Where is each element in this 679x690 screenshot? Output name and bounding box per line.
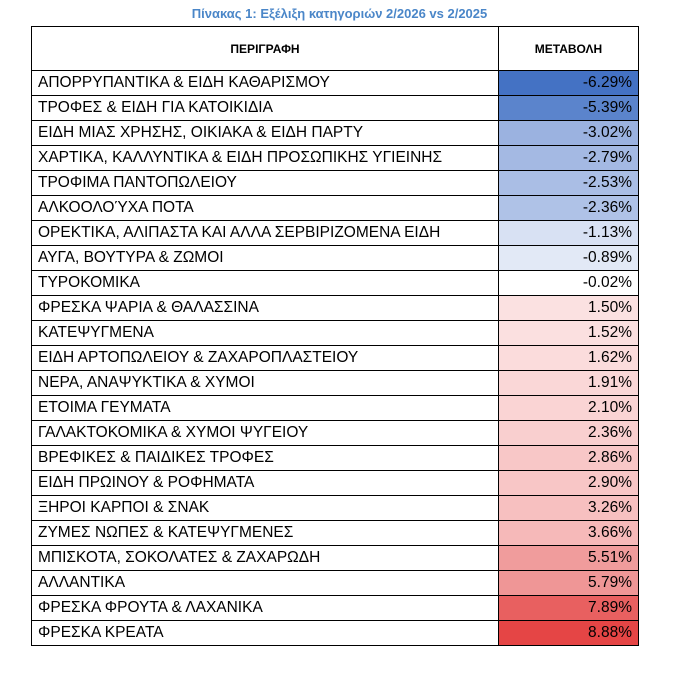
change-value: 7.89% bbox=[499, 596, 639, 621]
change-value: -2.79% bbox=[499, 146, 639, 171]
change-value: -5.39% bbox=[499, 96, 639, 121]
table-row bbox=[32, 546, 639, 571]
table-row bbox=[32, 121, 639, 146]
category-label: ΞΗΡΟΙ ΚΑΡΠΟΙ & ΣΝΑΚ bbox=[32, 496, 499, 521]
change-value: 5.79% bbox=[499, 571, 639, 596]
category-label: ΦΡΕΣΚΑ ΦΡΟΥΤΑ & ΛΑΧΑΝΙΚΑ bbox=[32, 596, 499, 621]
category-label: ΕΙΔΗ ΜΙΑΣ ΧΡΗΣΗΣ, ΟΙΚΙΑΚΑ & ΕΙΔΗ ΠΑΡΤΥ bbox=[32, 121, 499, 146]
category-label: ΜΠΙΣΚΟΤΑ, ΣΟΚΟΛΑΤΕΣ & ΖΑΧΑΡΩΔΗ bbox=[32, 546, 499, 571]
table-row bbox=[32, 471, 639, 496]
table-row bbox=[32, 246, 639, 271]
table-row bbox=[32, 296, 639, 321]
change-value: -1.13% bbox=[499, 221, 639, 246]
change-value: -2.36% bbox=[499, 196, 639, 221]
change-value: -0.02% bbox=[499, 271, 639, 296]
change-value: 8.88% bbox=[499, 621, 639, 646]
category-label: ΕΙΔΗ ΠΡΩΙΝΟΥ & ΡΟΦΗΜΑΤΑ bbox=[32, 471, 499, 496]
category-label: ΟΡΕΚΤΙΚΑ, ΑΛΙΠΑΣΤΑ ΚΑΙ ΑΛΛΑ ΣΕΡΒΙΡΙΖΟΜΕΝΑ ΕΙΔΗ bbox=[32, 221, 499, 246]
table-row bbox=[32, 496, 639, 521]
change-value: 1.91% bbox=[499, 371, 639, 396]
table-row bbox=[32, 346, 639, 371]
table-row bbox=[32, 421, 639, 446]
header-row bbox=[32, 27, 639, 71]
change-value: 5.51% bbox=[499, 546, 639, 571]
change-value: 2.36% bbox=[499, 421, 639, 446]
category-label: ΤΡΟΦΕΣ & ΕΙΔΗ ΓΙΑ ΚΑΤΟΙΚΙΔΙΑ bbox=[32, 96, 499, 121]
description-column-header: ΠΕΡΙΓΡΑΦΗ bbox=[32, 27, 499, 71]
category-label: ΧΑΡΤΙΚΑ, ΚΑΛΛΥΝΤΙΚΑ & ΕΙΔΗ ΠΡΟΣΩΠΙΚΗΣ ΥΓΙΕΙΝΗΣ bbox=[32, 146, 499, 171]
change-value: 1.62% bbox=[499, 346, 639, 371]
table-row bbox=[32, 446, 639, 471]
table-row bbox=[32, 521, 639, 546]
table-row bbox=[32, 221, 639, 246]
change-value: 1.50% bbox=[499, 296, 639, 321]
table-row bbox=[32, 271, 639, 296]
table-row bbox=[32, 71, 639, 96]
category-label: ΦΡΕΣΚΑ ΚΡΕΑΤΑ bbox=[32, 621, 499, 646]
table-row bbox=[32, 571, 639, 596]
table-row bbox=[32, 146, 639, 171]
table-row bbox=[32, 396, 639, 421]
category-label: ΖΥΜΕΣ ΝΩΠΕΣ & ΚΑΤΕΨΥΓΜΕΝΕΣ bbox=[32, 521, 499, 546]
table-row bbox=[32, 596, 639, 621]
category-label: ΤΥΡΟΚΟΜΙΚΑ bbox=[32, 271, 499, 296]
table-row bbox=[32, 196, 639, 221]
table-row bbox=[32, 171, 639, 196]
category-label: ΚΑΤΕΨΥΓΜΕΝΑ bbox=[32, 321, 499, 346]
category-label: ΕΤΟΙΜΑ ΓΕΥΜΑΤΑ bbox=[32, 396, 499, 421]
table-row bbox=[32, 96, 639, 121]
category-change-table bbox=[31, 26, 639, 646]
change-value: -3.02% bbox=[499, 121, 639, 146]
change-value: 1.52% bbox=[499, 321, 639, 346]
change-value: 3.26% bbox=[499, 496, 639, 521]
change-value: 3.66% bbox=[499, 521, 639, 546]
category-label: ΦΡΕΣΚΑ ΨΑΡΙΑ & ΘΑΛΑΣΣΙΝΑ bbox=[32, 296, 499, 321]
change-column-header: ΜΕΤΑΒΟΛΗ bbox=[499, 27, 639, 71]
change-value: -0.89% bbox=[499, 246, 639, 271]
change-value: 2.90% bbox=[499, 471, 639, 496]
category-label: ΑΥΓΑ, ΒΟΥΤΥΡΑ & ΖΩΜΟΙ bbox=[32, 246, 499, 271]
change-value: 2.86% bbox=[499, 446, 639, 471]
table-body bbox=[32, 71, 639, 646]
table-row bbox=[32, 621, 639, 646]
category-label: ΑΛΛΑΝΤΙΚΑ bbox=[32, 571, 499, 596]
category-label: ΓΑΛΑΚΤΟΚΟΜΙΚΑ & ΧΥΜΟΙ ΨΥΓΕΙΟΥ bbox=[32, 421, 499, 446]
table-caption: Πίνακας 1: Εξέλιξη κατηγοριών 2/2026 vs 2/2025 bbox=[191, 6, 488, 21]
category-label: ΕΙΔΗ ΑΡΤΟΠΩΛΕΙΟΥ & ΖΑΧΑΡΟΠΛΑΣΤΕΙΟΥ bbox=[32, 346, 499, 371]
change-value: -2.53% bbox=[499, 171, 639, 196]
table-row bbox=[32, 371, 639, 396]
category-label: ΤΡΟΦΙΜΑ ΠΑΝΤΟΠΩΛΕΙΟΥ bbox=[32, 171, 499, 196]
category-label: ΝΕΡΑ, ΑΝΑΨΥΚΤΙΚΑ & ΧΥΜΟΙ bbox=[32, 371, 499, 396]
change-value: -6.29% bbox=[499, 71, 639, 96]
category-label: ΒΡΕΦΙΚΕΣ & ΠΑΙΔΙΚΕΣ ΤΡΟΦΕΣ bbox=[32, 446, 499, 471]
change-value: 2.10% bbox=[499, 396, 639, 421]
category-label: ΑΛΚΟΟΛΟΎΧΑ ΠΟΤΑ bbox=[32, 196, 499, 221]
category-label: ΑΠΟΡΡΥΠΑΝΤΙΚΑ & ΕΙΔΗ ΚΑΘΑΡΙΣΜΟΥ bbox=[32, 71, 499, 96]
table-row bbox=[32, 321, 639, 346]
